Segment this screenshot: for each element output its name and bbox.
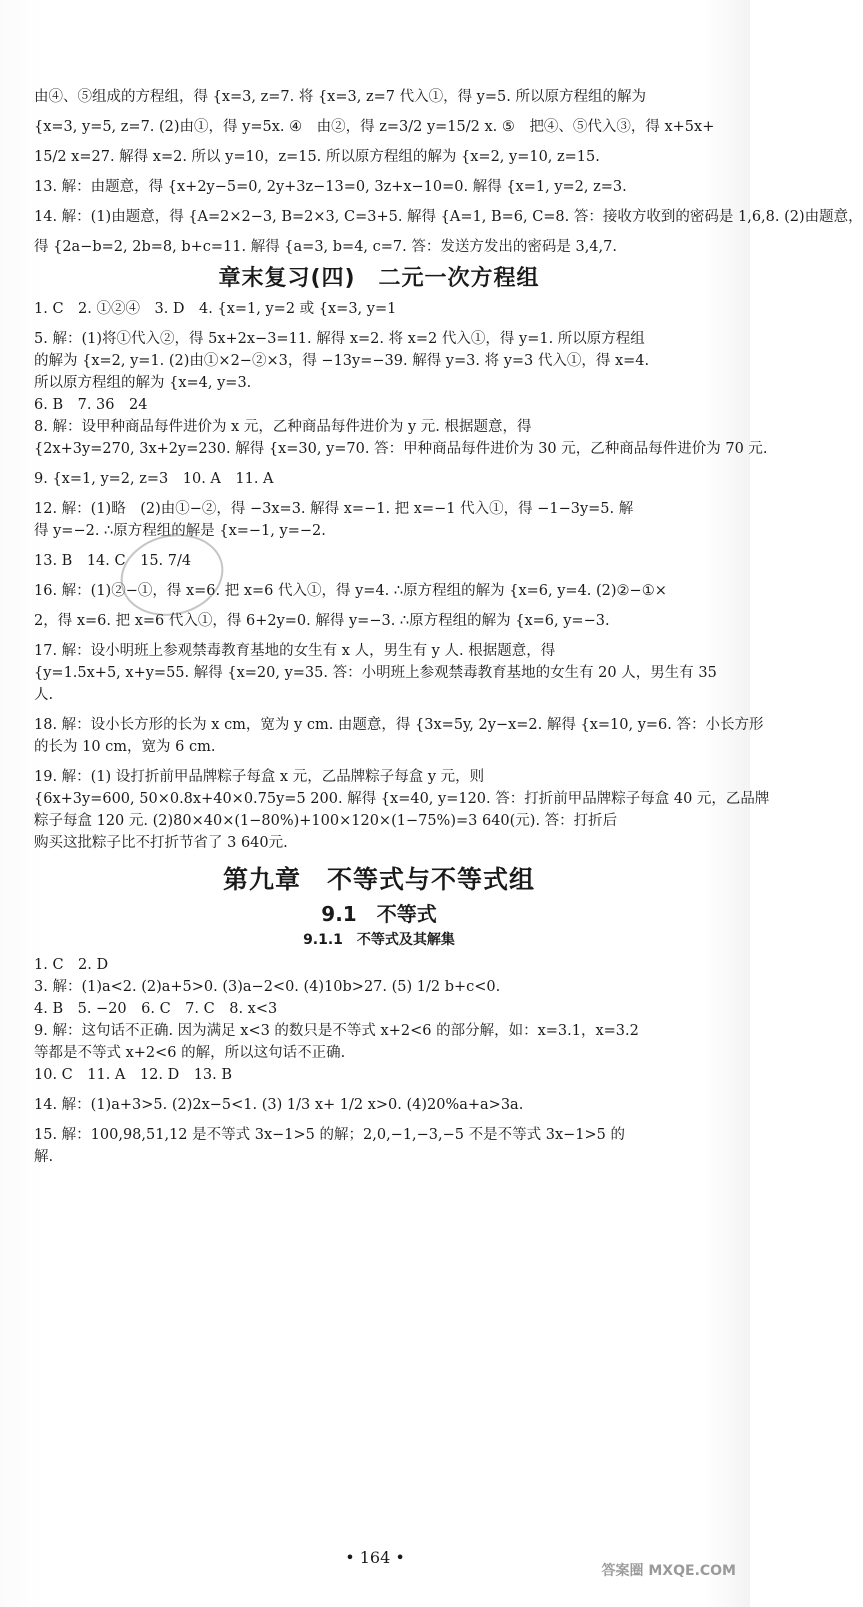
text-line: 所以原方程组的解为 {x=4, y=3. bbox=[34, 375, 252, 391]
text-line: 得 y=−2. ∴原方程组的解是 {x=−1, y=−2. bbox=[34, 523, 326, 539]
text-line: 18. 解：设小长方形的长为 x cm，宽为 y cm. 由题意，得 {3x=5y, 2y−x=2. 解得 {x=10, y=6. 答：小长方形 bbox=[34, 717, 764, 733]
text-line: 9. 解：这句话不正确. 因为满足 x<3 的数只是不等式 x+2<6 的部分解，如：x=3.1，x=3.2 bbox=[34, 1023, 639, 1039]
text-line: 等都是不等式 x+2<6 的解，所以这句话不正确. bbox=[34, 1045, 346, 1061]
text-line: 15. 解：100,98,51,12 是不等式 3x−1>5 的解；2,0,−1,−3,−5 不是不等式 3x−1>5 的 bbox=[34, 1127, 625, 1143]
text-line: 解. bbox=[34, 1149, 54, 1165]
text-line: 9. {x=1, y=2, z=3 10. A 11. A bbox=[34, 471, 274, 487]
chapter-heading: 第九章 不等式与不等式组 bbox=[222, 865, 535, 894]
text-line: {x=3, y=5, z=7. (2)由①，得 y=5x. ④ 由②，得 z=3/2 y=15/2 x. ⑤ 把④、⑤代入③，得 x+5x+ bbox=[34, 119, 715, 135]
text-line: 16. 解：(1)②−①，得 x=6. 把 x=6 代入①，得 y=4. ∴原方程组的解为 {x=6, y=4. (2)②−①× bbox=[34, 583, 667, 599]
text-line: 粽子每盒 120 元. (2)80×40×(1−80%)+100×120×(1−75%)=3 640(元). 答：打折后 bbox=[34, 813, 618, 829]
text-line: 14. 解：(1)a+3>5. (2)2x−5<1. (3) 1/3 x+ 1/2 x>0. (4)20%a+a>3a. bbox=[34, 1097, 524, 1113]
text-line: 1. C 2. D bbox=[34, 957, 109, 973]
text-line: 13. B 14. C 15. 7/4 bbox=[34, 553, 192, 569]
text-line: 4. B 5. −20 6. C 7. C 8. x<3 bbox=[34, 1001, 278, 1017]
question-14-line-2: 得 {2a−b=2, 2b=8, b+c=11. 解得 {a=3, b=4, c=7. 答：发送方发出的密码是 3,4,7. bbox=[34, 239, 617, 255]
text-line: {2x+3y=270, 3x+2y=230. 解得 {x=30, y=70. 答：甲种商品每件进价为 30 元，乙种商品每件进价为 70 元. bbox=[34, 441, 768, 457]
subsection-heading: 9.1.1 不等式及其解集 bbox=[303, 932, 455, 948]
text-line: 6. B 7. 36 24 bbox=[34, 397, 148, 413]
watermark: 答案圈 MXQE.COM bbox=[601, 1563, 736, 1579]
text-line: 17. 解：设小明班上参观禁毒教育基地的女生有 x 人，男生有 y 人. 根据题意，得 bbox=[34, 643, 556, 659]
section-heading: 9.1 不等式 bbox=[321, 902, 437, 926]
question-13: 13. 解：由题意，得 {x+2y−5=0, 2y+3z−13=0, 3z+x−10=0. 解得 {x=1, y=2, z=3. bbox=[34, 179, 627, 195]
text-line: 12. 解：(1)略 (2)由①−②，得 −3x=3. 解得 x=−1. 把 x=−1 代入①，得 −1−3y=5. 解 bbox=[34, 501, 634, 517]
text-line: 5. 解：(1)将①代入②，得 5x+2x−3=11. 解得 x=2. 将 x=2 代入①，得 y=1. 所以原方程组 bbox=[34, 331, 645, 347]
text-line: 的长为 10 cm，宽为 6 cm. bbox=[34, 739, 216, 755]
text-line: 15/2 x=27. 解得 x=2. 所以 y=10，z=15. 所以原方程组的解为 {x=2, y=10, z=15. bbox=[34, 149, 600, 165]
question-14-line-1: 14. 解：(1)由题意，得 {A=2×2−3, B=2×3, C=3+5. 解得 {A=1, B=6, C=8. 答：接收方收到的密码是 1,6,8. (2)由题意， bbox=[34, 209, 863, 225]
text-line: 19. 解：(1) 设打折前甲品牌粽子每盒 x 元，乙品牌粽子每盒 y 元，则 bbox=[34, 769, 485, 785]
text-line: 2，得 x=6. 把 x=6 代入①，得 6+2y=0. 解得 y=−3. ∴原方程组的解为 {x=6, y=−3. bbox=[34, 613, 610, 629]
text-line: 的解为 {x=2, y=1. (2)由①×2−②×3，得 −13y=−39. 解得 y=3. 将 y=3 代入①，得 x=4. bbox=[34, 353, 650, 369]
text-line: {6x+3y=600, 50×0.8x+40×0.75y=5 200. 解得 {x=40, y=120. 答：打折前甲品牌粽子每盒 40 元，乙品牌 bbox=[34, 791, 770, 807]
text-line: 购买这批粽子比不打折节省了 3 640元. bbox=[34, 835, 288, 851]
text-line: {y=1.5x+5, x+y=55. 解得 {x=20, y=35. 答：小明班上参观禁毒教育基地的女生有 20 人，男生有 35 bbox=[34, 665, 717, 681]
text-line: 人. bbox=[34, 687, 54, 703]
text-line: 由④、⑤组成的方程组，得 {x=3, z=7. 将 {x=3, z=7 代入①，得 y=5. 所以原方程组的解为 bbox=[34, 89, 646, 105]
text-line: 8. 解：设甲种商品每件进价为 x 元，乙种商品每件进价为 y 元. 根据题意，得 bbox=[34, 419, 532, 435]
answer-content bbox=[34, 86, 863, 1168]
review-heading: 章末复习(四) 二元一次方程组 bbox=[218, 266, 540, 291]
text-line: 3. 解：(1)a<2. (2)a+5>0. (3)a−2<0. (4)10b>27. (5) 1/2 b+c<0. bbox=[34, 979, 501, 995]
page-number: • 164 • bbox=[345, 1548, 405, 1567]
text-line: 10. C 11. A 12. D 13. B bbox=[34, 1067, 233, 1083]
text-line: 1. C 2. ①②④ 3. D 4. {x=1, y=2 或 {x=3, y=1 bbox=[34, 301, 397, 317]
